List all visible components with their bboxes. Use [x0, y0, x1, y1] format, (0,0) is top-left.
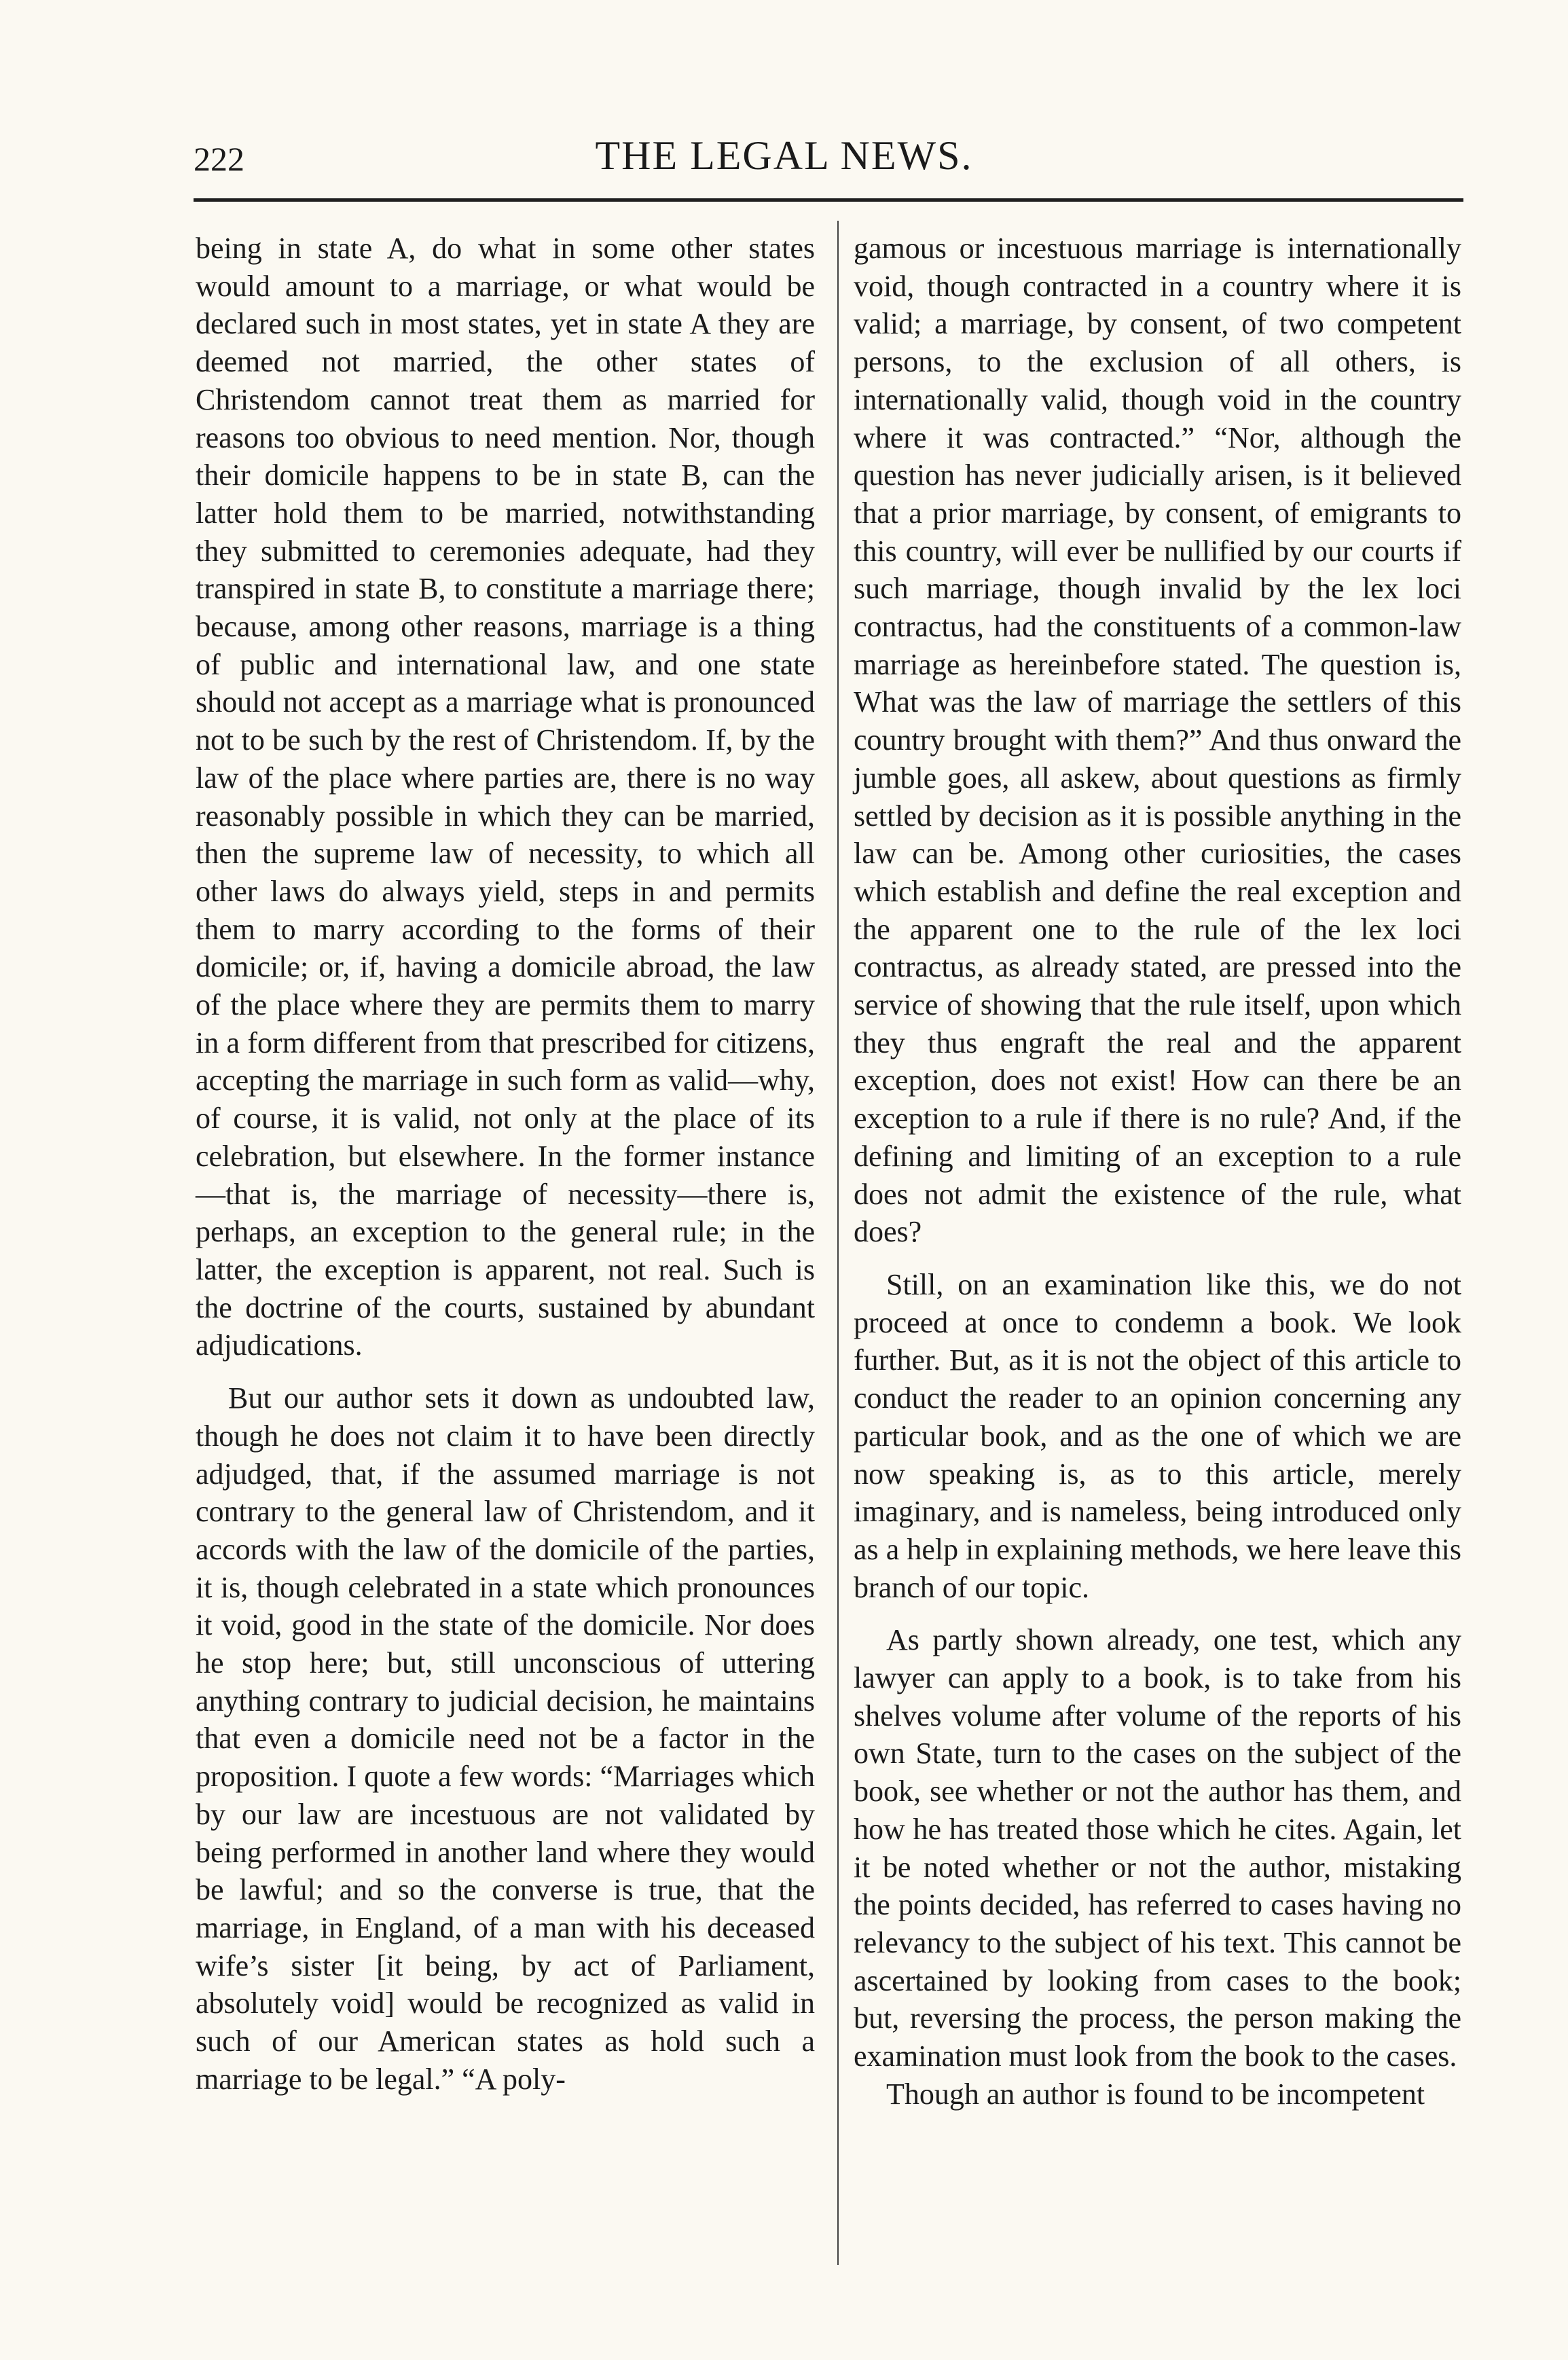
running-head-title: THE LEGAL NEWS. [595, 133, 973, 178]
right-paragraph-1: gamous or incestuous marriage is internationally void, though contracted in a country where it is valid; a marriage, by consent, of two competent persons, to the exclusion of all others, is internationally valid, though void in the country where it was contracted.” “Nor, although the question has never judicially arisen, is it believed that a prior marriage, by consent, of emigrants to this country, will ever be nullified by our courts if such marriage, though invalid by the lex loci contractus, had the constituents of a common-law marriage as hereinbefore stated. The question is, What was the law of marriage the settlers of this country brought with them?” And thus onward the jumble goes, all askew, about questions as firmly settled by decision as it is possible anything in the law can be. Among other curiosities, the cases which establish and define the real exception and the apparent one to the rule of the lex loci contractus, as already stated, are pressed into the service of showing that the rule itself, upon which they thus engraft the real and the apparent exception, does not exist! How can there be an exception to a rule if there is no rule? And, if the defining and limiting of an exception to a rule does not admit the existence of the rule, what does? [854, 232, 1461, 1249]
page-number: 222 [194, 140, 244, 178]
left-paragraph-1: being in state A, do what in some other states would amount to a marriage, or what would be declared such in most states, yet in state A they are deemed not married, the other states of Christendom cannot treat them as married for reasons too obvious to need mention. Nor, though their domicile happens to be in state B, can the latter hold them to be married, notwithstanding they submitted to ceremonies adequate, had they transpired in state B, to constitute a marriage there; because, among other reasons, marriage is a thing of public and international law, and one state should not accept as a marriage what is pronounced not to be such by the rest of Christendom. If, by the law of the place where parties are, there is no way reasonably possible in which they can be married, then the supreme law of necessity, to which all other laws do always yield, steps in and permits them to marry according to the forms of their domicile; or, if, having a domicile abroad, the law of the place where they are permits them to marry in a form different from that prescribed for citizens, accepting the marriage in such form as valid—why, of course, it is valid, not only at the place of its celebration, but elsewhere. In the former instance —that is, the marriage of necessity—there is, perhaps, an exception to the general rule; in the latter, the exception is apparent, not real. Such is the doctrine of the courts, sustained by abundant adjudications. [196, 232, 815, 1362]
right-paragraph-3: As partly shown already, one test, which any lawyer can apply to a book, is to take from his shelves volume after volume of the reports of his own State, turn to the cases on the subject of the book, see whether or not the author has them, and how he has treated those which he cites. Again, let it be noted whether or not the author, mistaking the points decided, has referred to cases having no relevancy to the subject of his text. This cannot be ascertained by looking from cases to the book; but, reversing the process, the person making the examination must look from the book to the cases. [854, 1623, 1461, 2073]
header-rule [194, 198, 1463, 202]
left-paragraph-2: But our author sets it down as undoubted law, though he does not claim it to have been directly adjudged, that, if the assumed marriage is not contrary to the general law of Christendom, and it accords with the law of the domicile of the parties, it is, though celebrated in a state which pronounces it void, good in the state of the domicile. Nor does he stop here; but, still unconscious of uttering anything contrary to judicial decision, he maintains that even a domicile need not be a factor in the proposition. I quote a few words: “Marriages which by our law are incestuous are not validated by being performed in another land where they would be lawful; and so the converse is true, that the marriage, in England, of a man with his deceased wife’s sister [it being, by act of Parliament, absolutely void] would be recognized as valid in such of our American states as hold such a marriage to be legal.” “A poly- [196, 1381, 815, 2096]
left-column [196, 230, 815, 2098]
right-paragraph-2: Still, on an examination like this, we do not proceed at once to condemn a book. We look further. But, as it is not the object of this article to conduct the reader to an opinion concerning any particular book, and as the one of which we are now speaking is, as to this article, merely imaginary, and is nameless, being introduced only as a help in explaining methods, we here leave this branch of our topic. [854, 1267, 1461, 1604]
column-divider [837, 221, 839, 2265]
right-paragraph-4: Though an author is found to be incompetent [886, 2077, 1425, 2111]
right-column [854, 230, 1461, 2113]
